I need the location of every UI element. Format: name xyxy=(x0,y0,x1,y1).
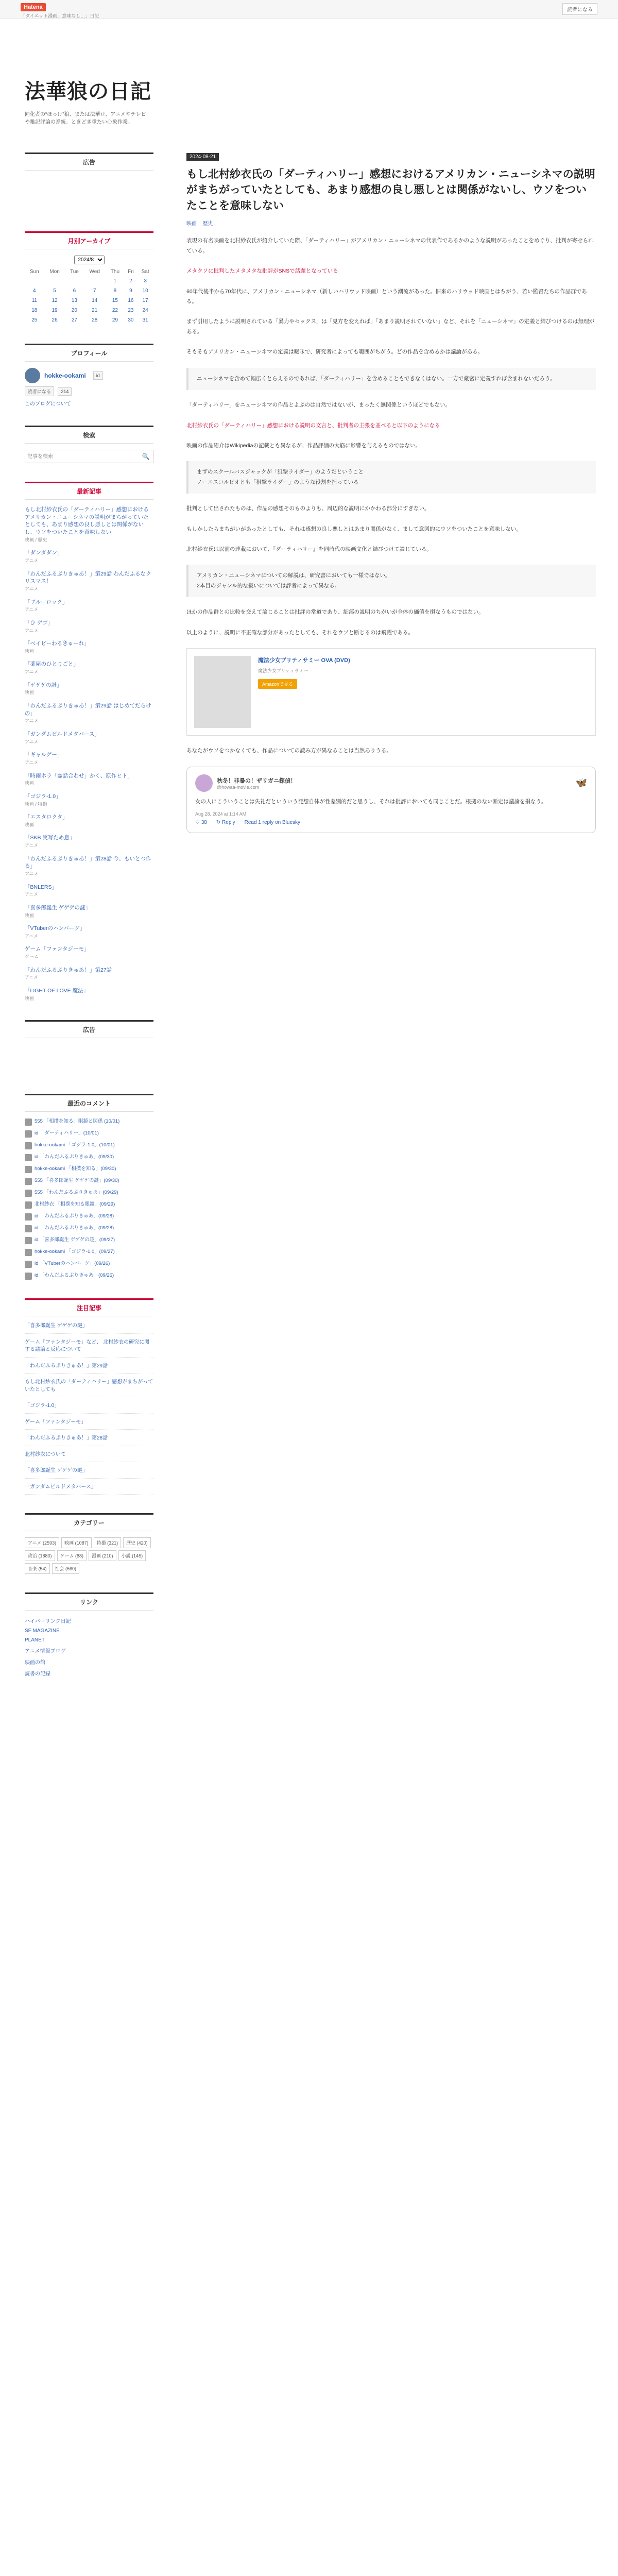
recent-item-category[interactable]: アニメ xyxy=(25,739,39,744)
month-select[interactable] xyxy=(74,256,105,264)
recent-item xyxy=(25,814,153,828)
calendar-day[interactable]: 25 xyxy=(31,317,38,323)
ad2-heading: 広告 xyxy=(25,1020,153,1038)
recent-item-title[interactable]: 「ゲゲゲの謎」 xyxy=(25,682,62,688)
embed-header xyxy=(195,774,587,792)
ad2-module xyxy=(25,1020,153,1075)
attention-item[interactable]: 「ゴジラ-1.0」 xyxy=(25,1402,153,1414)
attention-module xyxy=(25,1298,153,1495)
comment-avatar[interactable] xyxy=(25,1190,32,1197)
category-tag[interactable]: アニメ (2593) xyxy=(25,1537,59,1548)
search-box xyxy=(25,450,153,463)
recent-item xyxy=(25,987,153,1002)
link-item[interactable]: 映画の館 xyxy=(25,1660,45,1666)
calendar-day xyxy=(65,276,84,286)
recent-heading: 最新記事 xyxy=(25,482,153,500)
comment-avatar[interactable] xyxy=(25,1166,32,1173)
blockquote: まずのスクールバスジャックが「狙撃ライダー」のようだということ ノーエスコルピオとも「狙撃ライダー」のような役割を担っている xyxy=(186,461,596,494)
search-icon[interactable]: 🔍 xyxy=(142,453,150,460)
recent-item-category[interactable]: アニメ xyxy=(25,586,39,591)
recent-item xyxy=(25,855,153,877)
comment-avatar[interactable] xyxy=(25,1154,32,1161)
entry-categories xyxy=(186,219,596,227)
calendar-week xyxy=(25,286,153,296)
calendar-nav xyxy=(25,256,153,264)
comment-item xyxy=(25,1165,153,1173)
recent-item-category[interactable]: アニメ xyxy=(25,975,39,980)
calendar-day[interactable]: 31 xyxy=(142,317,148,323)
calendar-day[interactable]: 6 xyxy=(73,288,76,294)
calendar-week xyxy=(25,306,153,315)
recent-item-title[interactable]: 「時雨ホラ「霊話合わせ」かく、原作ヒト」 xyxy=(25,772,133,779)
comment-item xyxy=(25,1260,153,1268)
comment-avatar[interactable] xyxy=(25,1225,32,1232)
recent-item xyxy=(25,945,153,960)
embed-avatar[interactable] xyxy=(195,774,213,792)
recent-item-title[interactable]: ゲーム「ファンタジーモ」 xyxy=(25,946,90,953)
recent-item-title[interactable]: 「ダンダダン」 xyxy=(25,550,63,556)
archive-heading: 月別アーカイブ xyxy=(25,231,153,249)
recent-item xyxy=(25,925,153,939)
calendar-day[interactable]: 26 xyxy=(52,317,58,323)
link-item[interactable]: アニメ情報ブログ xyxy=(25,1649,66,1655)
calendar-week xyxy=(25,296,153,306)
blog-description: 同化者の“ほっけ”狼、または法華ロ、アニメやテレビや雑記評論の系統。ときどき重たい心象作業。 xyxy=(25,112,146,125)
comment-item xyxy=(25,1118,153,1126)
link-list xyxy=(25,1617,153,1677)
recent-item-title[interactable]: 「BNLERS」 xyxy=(25,884,58,890)
attention-item[interactable]: もし北村紗衣氏の「ダーティハリー」感想がまちがっていたとしても xyxy=(25,1379,153,1397)
embed-timestamp[interactable]: Aug 28, 2024 at 1:14 AM xyxy=(195,811,247,817)
recent-item-title[interactable]: 「わんだふるぷりきゅあ！」第29話 はじめてだらけの」 xyxy=(25,703,151,717)
comment-avatar[interactable] xyxy=(25,1130,32,1138)
category-tag[interactable]: 社会 (560) xyxy=(52,1563,80,1574)
paragraph: 北村紗衣氏は以前の連載において、『ダーティハリー』を同時代の映画文化と結びつけて論じている。 xyxy=(186,546,432,553)
recent-item xyxy=(25,619,153,634)
comment-link[interactable]: id 「わんだふるぷりきゅあ」(09/26) xyxy=(35,1273,114,1279)
comment-link[interactable]: id 「喜多郎誕生 ゲゲゲの謎」(09/27) xyxy=(35,1237,115,1243)
comment-avatar[interactable] xyxy=(25,1201,32,1209)
entry-category[interactable]: 映画 xyxy=(186,221,197,227)
attention-item[interactable]: 「わんだふるぷりきゅあ！」第28話 xyxy=(25,1435,153,1446)
avatar[interactable] xyxy=(25,368,40,383)
blog-header xyxy=(0,19,618,152)
comment-avatar[interactable] xyxy=(25,1261,32,1268)
recent-item xyxy=(25,640,153,654)
paragraph: 表現の有名映画を北村紗衣氏が紹介していた際、「ダーティハリー」がアメリカン・ニューシネマの代表作であるかのような説明があったことをめぐり、批判が寄せられている。 xyxy=(186,238,594,254)
archive-module xyxy=(25,231,153,325)
entry-category[interactable]: 歴史 xyxy=(202,221,213,227)
paragraph: もしかしたらまちがいがあったとしても、それは感想の良し悪しとはあまり関係がなく、まして意図的にウソをついたことを意味しない。 xyxy=(186,526,522,532)
calendar-day[interactable]: 13 xyxy=(71,298,77,303)
comments-module xyxy=(25,1094,153,1280)
comment-list xyxy=(25,1118,153,1280)
recent-item-title[interactable]: 「LIGHT OF LOVE 魔法」 xyxy=(25,988,89,994)
comment-link[interactable]: id 「VTuberのハンバーグ」(09/26) xyxy=(35,1261,110,1267)
link-item[interactable]: SF MAGAZINE xyxy=(25,1628,60,1634)
calendar-day[interactable]: 5 xyxy=(53,288,56,294)
recent-item-category[interactable]: アニメ xyxy=(25,628,39,633)
subscriber-count: 214 xyxy=(58,387,72,396)
recent-item-title[interactable]: 「ひ ゲゴ」 xyxy=(25,619,53,626)
calendar-day[interactable]: 28 xyxy=(92,317,98,323)
recent-item-category[interactable]: 映画 xyxy=(25,648,35,654)
recent-item-category[interactable]: アニメ xyxy=(25,843,39,849)
subscribe-button[interactable]: 読者になる xyxy=(562,3,597,15)
calendar-day[interactable]: 29 xyxy=(112,317,118,323)
top-bar xyxy=(0,0,618,19)
calendar-day xyxy=(25,276,44,286)
attention-item[interactable]: 北村紗衣について xyxy=(25,1451,153,1463)
paragraph: 60年代後半から70年代に、アメリカン・ニューシネマ（新しいハリウッド映画）という潮流があった。旧来のハリウッド映画とはちがう、若い監督たちの作品群である。 xyxy=(186,288,587,304)
blog-title[interactable]: 法華狼の日記 xyxy=(25,80,151,103)
embed-actions xyxy=(195,820,587,825)
comment-item xyxy=(25,1201,153,1209)
recent-item-title[interactable]: 「ガンダムビルドメタバース」 xyxy=(25,731,100,737)
embed-handle[interactable]: @howaa-movie.com xyxy=(217,784,260,790)
highlight-text[interactable]: メタクソに批判したメタメタな批評がSNSで話題となっている xyxy=(186,268,338,275)
profile-name[interactable]: hokke-ookami xyxy=(44,372,86,379)
link-item[interactable]: PLANET xyxy=(25,1637,45,1643)
calendar-day[interactable]: 19 xyxy=(52,308,58,313)
recent-item-title[interactable]: 「わんだふるぷりきゅあ！」第27話 xyxy=(25,967,112,973)
calendar-day[interactable]: 11 xyxy=(31,298,37,303)
attention-item[interactable]: 「喜多郎誕生 ゲゲゲの謎」 xyxy=(25,1467,153,1479)
ad-slot xyxy=(25,177,153,213)
comment-item xyxy=(25,1225,153,1232)
calendar-day[interactable]: 18 xyxy=(31,308,38,313)
calendar-day[interactable]: 22 xyxy=(112,308,118,313)
reply-button[interactable]: ↻ Reply xyxy=(216,819,235,825)
recent-item xyxy=(25,660,153,675)
profile-subscribe-button[interactable]: 読者になる xyxy=(25,386,54,396)
profile-module xyxy=(25,344,153,407)
recent-item xyxy=(25,884,153,898)
comment-avatar[interactable] xyxy=(25,1237,32,1244)
like-button[interactable]: ♡ 38 xyxy=(195,819,207,825)
recent-item xyxy=(25,599,153,613)
paragraph: 「ダーティハリー」をニューシネマの作品とよぶのは自然ではないが、まったく無関係というほどでもない。 xyxy=(186,402,451,409)
paragraph: 映画の作品紹介はWikipediaの記載とも異なるが、作品評価の大筋に影響を与えるものではない。 xyxy=(186,442,421,449)
amazon-card xyxy=(186,648,596,736)
comment-avatar[interactable] xyxy=(25,1142,32,1149)
paragraph: あなたがウソをつかなくても、作品についての読み方が異なることは当然ありうる。 xyxy=(186,748,392,754)
comment-link[interactable]: 555 「相撲を知る」眼鏡と関係 (10/01) xyxy=(35,1118,120,1125)
recent-item-category[interactable]: 映画 xyxy=(25,822,35,827)
calendar-day[interactable]: 16 xyxy=(128,298,134,303)
recent-item-title[interactable]: 「ベイビーわるきゅーれ」 xyxy=(25,640,90,647)
about-blog-link[interactable]: このブログについて xyxy=(25,401,71,407)
profile-row xyxy=(25,368,153,383)
comment-link[interactable]: id 「ダーティハリー」(10/01) xyxy=(35,1130,99,1137)
recent-item xyxy=(25,793,153,807)
link-item[interactable]: ハイパーリンク日記 xyxy=(25,1619,71,1625)
category-tag[interactable]: ゲーム (88) xyxy=(57,1550,87,1561)
comment-item xyxy=(25,1213,153,1221)
category-heading: カテゴリー xyxy=(25,1513,153,1531)
recent-item xyxy=(25,967,153,981)
blockquote: ニューシネマを含めて幅広くとらえるのであれば、「ダーティハリー」を含めることもできなくはない。一方で厳密に定義すれば含まれないだろう。 xyxy=(186,368,596,390)
recent-item-category[interactable]: 映画 xyxy=(25,690,35,696)
calendar-day[interactable]: 1 xyxy=(113,278,117,284)
calendar-day[interactable]: 4 xyxy=(33,288,36,294)
attention-item[interactable]: 「ガンダムビルドメタバース」 xyxy=(25,1484,153,1495)
comment-item xyxy=(25,1130,153,1138)
profile-actions xyxy=(25,386,153,396)
read-replies-link[interactable]: Read 1 reply on Bluesky xyxy=(244,819,301,825)
category-list xyxy=(25,1537,153,1574)
calendar xyxy=(25,267,153,325)
ad-heading: 広告 xyxy=(25,152,153,171)
calendar-day[interactable]: 2 xyxy=(129,278,132,284)
comments-heading: 最近のコメント xyxy=(25,1094,153,1112)
calendar-day-header: Fri xyxy=(128,269,134,275)
paragraph: そもそもアメリカン・ニューシネマの定義は曖昧で、研究者によっても範囲がちがう。どの作品を含めるかは議論がある。 xyxy=(186,349,484,355)
category-tag[interactable]: 映画 (1087) xyxy=(61,1537,92,1548)
recent-item-category[interactable]: 映画 xyxy=(25,995,35,1001)
calendar-day[interactable]: 12 xyxy=(52,298,58,303)
comment-item xyxy=(25,1189,153,1197)
comment-item xyxy=(25,1177,153,1185)
calendar-day-header: Tue xyxy=(70,269,79,275)
recent-item-category[interactable]: アニメ xyxy=(25,718,39,724)
butterfly-icon[interactable]: 🦋 xyxy=(575,777,587,788)
category-tag[interactable]: 政治 (1880) xyxy=(25,1550,55,1561)
highlight-text[interactable]: 北村紗衣氏の「ダーティハリー」感想における説明の文言と、批判者の主張を並べると以下のようになる xyxy=(186,422,440,429)
recent-item-title[interactable]: 「ギャルゲー」 xyxy=(25,752,63,758)
search-module xyxy=(25,426,153,463)
recent-item xyxy=(25,549,153,564)
recent-item-category[interactable]: アニメ xyxy=(25,871,39,877)
recent-item-title[interactable]: 「わんだふるぷりきゅあ！」第28話 今、もいとつ作る」 xyxy=(25,855,151,870)
calendar-day-header: Thu xyxy=(110,269,120,275)
recent-item-title[interactable]: 「わんだふるぷりきゅあ！」第29話 わんだふるなクリスマス！ xyxy=(25,570,151,585)
sidebar xyxy=(25,152,153,1696)
recent-item xyxy=(25,702,153,724)
comment-avatar[interactable] xyxy=(25,1249,32,1256)
recent-item-category[interactable]: アニメ xyxy=(25,759,39,765)
comment-link[interactable]: id 「わんだふるぷりきゅあ」(09/30) xyxy=(35,1154,114,1160)
calendar-day[interactable]: 3 xyxy=(144,278,147,284)
calendar-day-header: Sat xyxy=(141,269,149,275)
calendar-day-header: Mon xyxy=(49,269,60,275)
comment-item xyxy=(25,1272,153,1280)
paragraph: ほかの作品群との比較を交えて論じることは批評の常道であり、細部の説明のちがいが全体の価値を損なうものではない。 xyxy=(186,609,484,616)
calendar-day[interactable]: 9 xyxy=(129,288,132,294)
recent-item-category[interactable]: ゲーム xyxy=(25,954,39,960)
comment-link[interactable]: 北村紗衣 「相撲を知る眼鏡」(09/29) xyxy=(35,1201,115,1208)
recent-item xyxy=(25,731,153,745)
product-subtitle: 魔法少女プリティサミー xyxy=(258,668,308,674)
category-tag[interactable]: 歴史 (420) xyxy=(123,1537,151,1548)
search-heading: 検索 xyxy=(25,426,153,444)
hatena-logo[interactable]: Hatena xyxy=(21,3,46,11)
recent-item-category[interactable]: 映画 xyxy=(25,781,35,786)
top-link[interactable]: 「ダイエット漫画」意味なし…」日記 xyxy=(21,13,99,19)
links-heading: リンク xyxy=(25,1592,153,1611)
top-links xyxy=(21,12,104,19)
link-item[interactable]: 読書の記録 xyxy=(25,1671,50,1677)
recent-item-title[interactable]: もし北村紗衣氏の「ダーティハリー」感想におけるアメリカン・ニューシネマの説明がまちがっていたとしても、あまり感想の良し悪しとは関係がないし、ウソをついたことを意味しない xyxy=(25,506,149,536)
calendar-day[interactable]: 23 xyxy=(128,308,134,313)
recent-item-title[interactable]: 「ゴジラ-1.0」 xyxy=(25,793,61,800)
comment-item xyxy=(25,1236,153,1244)
blockquote: アメリカン・ニューシネマについての解説は、研究書においても一様ではない。 2本目のジャンル的な扱いについては評者によって異なる。 xyxy=(186,565,596,597)
recent-item-category[interactable]: 映画 xyxy=(25,912,35,918)
profile-heading: プロフィール xyxy=(25,344,153,362)
comment-link[interactable]: 555 「喜多郎誕生 ゲゲゲの謎」(09/30) xyxy=(35,1178,119,1184)
embed-name[interactable]: 秋冬！非暴の！ザリガニ探偵！ xyxy=(217,777,296,784)
comment-link[interactable]: hokke-ookami 「ゴジラ-1.0」(09/27) xyxy=(35,1249,115,1255)
recent-item-category[interactable]: アニメ xyxy=(25,892,39,897)
category-module xyxy=(25,1513,153,1574)
comment-link[interactable]: hokke-ookami 「ゴジラ-1.0」(10/01) xyxy=(35,1142,115,1148)
product-image[interactable] xyxy=(194,656,251,728)
recent-item xyxy=(25,772,153,787)
calendar-day[interactable]: 21 xyxy=(92,308,98,313)
calendar-day[interactable]: 7 xyxy=(93,288,96,294)
recent-item-category[interactable]: アニメ xyxy=(25,607,39,613)
recent-item xyxy=(25,751,153,766)
attention-item[interactable]: 「わんだふるぷりきゅあ！」第29話 xyxy=(25,1363,153,1374)
attention-item[interactable]: 「喜多郎誕生 ゲゲゲの謎」 xyxy=(25,1323,153,1334)
recent-item-category[interactable]: 映画 / 特撮 xyxy=(25,801,47,807)
recent-item xyxy=(25,834,153,849)
recent-item-title[interactable]: 「エスタロクタ」 xyxy=(25,814,68,821)
entry-date[interactable]: 2024-08-21 xyxy=(186,153,219,161)
attention-item[interactable]: ゲーム「ファンタジーモ」など、 北村紗衣の研究に関する議論と反応について xyxy=(25,1339,153,1358)
calendar-week xyxy=(25,315,153,325)
bluesky-embed xyxy=(186,767,596,833)
comment-avatar[interactable] xyxy=(25,1273,32,1280)
calendar-day[interactable]: 10 xyxy=(142,288,148,294)
recent-item-category[interactable]: アニメ xyxy=(25,558,39,564)
attention-heading: 注目記事 xyxy=(25,1298,153,1316)
recent-list xyxy=(25,506,153,1002)
comment-avatar[interactable] xyxy=(25,1178,32,1185)
main-content xyxy=(186,152,596,838)
comment-item xyxy=(25,1248,153,1256)
recent-item-title[interactable]: 「ブルーロック」 xyxy=(25,599,68,605)
recent-item-title[interactable]: 「VTuberのハンバーグ」 xyxy=(25,925,85,932)
calendar-day[interactable]: 17 xyxy=(142,298,148,303)
category-tag[interactable]: 音楽 (54) xyxy=(25,1563,50,1574)
recent-item xyxy=(25,570,153,592)
ad2-slot xyxy=(25,1044,153,1075)
comment-link[interactable]: id 「わんだふるぷりきゅあ」(09/28) xyxy=(35,1213,114,1219)
paragraph: 以上のように、説明に不正確な部分があったとしても、それをウソと断じるのは飛躍である。 xyxy=(186,629,414,636)
calendar-day[interactable]: 15 xyxy=(112,298,118,303)
calendar-day[interactable]: 14 xyxy=(92,298,98,303)
comment-item xyxy=(25,1142,153,1149)
embed-text: 女の人にこういうことは失礼だといういう発想自体が性差別的だと思うし、それは批評においても同じことだ。根拠のない断定は議論を損なう。 xyxy=(195,798,547,805)
ad-module xyxy=(25,152,153,213)
calendar-day xyxy=(83,276,106,286)
attention-item[interactable]: ゲーム「ファンタジーモ」 xyxy=(25,1419,153,1430)
calendar-day[interactable]: 27 xyxy=(71,317,77,323)
category-tag[interactable]: 漫画 (210) xyxy=(89,1550,116,1561)
calendar-week xyxy=(25,276,153,286)
amazon-button[interactable]: Amazonで見る xyxy=(258,679,297,689)
comment-link[interactable]: hokke-ookami 「相撲を知る」(09/30) xyxy=(35,1166,116,1172)
recent-module xyxy=(25,482,153,1002)
product-title[interactable]: 魔法少女プリティサミー OVA (DVD) xyxy=(258,657,350,664)
recent-item-title[interactable]: 「SKB 実写ため息」 xyxy=(25,835,75,841)
links-module xyxy=(25,1592,153,1677)
recent-item-title[interactable]: 「喜多郎誕生 ゲゲゲの謎」 xyxy=(25,904,91,911)
recent-item-title[interactable]: 「薬屋のひとりごと」 xyxy=(25,661,79,668)
comment-item xyxy=(25,1154,153,1161)
paragraph: まず引用したように説明されている「暴力やセックス」は「見方を変えれば」「あまり説明されていない」など、それを「ニューシネマ」の定義と結びつけるのは無理がある。 xyxy=(186,318,595,335)
category-tag[interactable]: 小説 (145) xyxy=(118,1550,146,1561)
recent-item xyxy=(25,682,153,696)
calendar-day-header: Sun xyxy=(29,269,39,275)
calendar-day-header: Wed xyxy=(89,269,100,275)
category-tag[interactable]: 特撮 (321) xyxy=(94,1537,122,1548)
paragraph: 批判として出されたものは、作品の感想そのものよりも、周辺的な説明にかかわる部分にすぎない。 xyxy=(186,505,430,512)
recent-item-category[interactable]: アニメ xyxy=(25,669,39,675)
recent-item-category[interactable]: 映画 / 歴史 xyxy=(25,537,47,543)
attention-list xyxy=(25,1323,153,1495)
comment-link[interactable]: 555 「わんだふるぷりきゅあ」(09/29) xyxy=(35,1190,118,1196)
calendar-day[interactable]: 24 xyxy=(142,308,148,313)
comment-link[interactable]: id 「わんだふるぷりきゅあ」(09/28) xyxy=(35,1225,114,1231)
calendar-day[interactable]: 8 xyxy=(113,288,117,294)
recent-item xyxy=(25,506,153,543)
recent-item xyxy=(25,904,153,919)
entry-title[interactable]: もし北村紗衣氏の「ダーティハリー」感想におけるアメリカン・ニューシネマの説明がまちがっていたとしても、あまり感想の良し悪しとは関係がないし、ウソをついたことを意味しない xyxy=(186,168,595,212)
calendar-day[interactable]: 20 xyxy=(71,308,77,313)
calendar-day xyxy=(44,276,65,286)
comment-avatar[interactable] xyxy=(25,1118,32,1126)
calendar-day[interactable]: 30 xyxy=(128,317,134,323)
comment-avatar[interactable] xyxy=(25,1213,32,1221)
search-input[interactable] xyxy=(25,450,139,463)
recent-item-category[interactable]: アニメ xyxy=(25,933,39,939)
id-badge: id xyxy=(93,371,103,380)
